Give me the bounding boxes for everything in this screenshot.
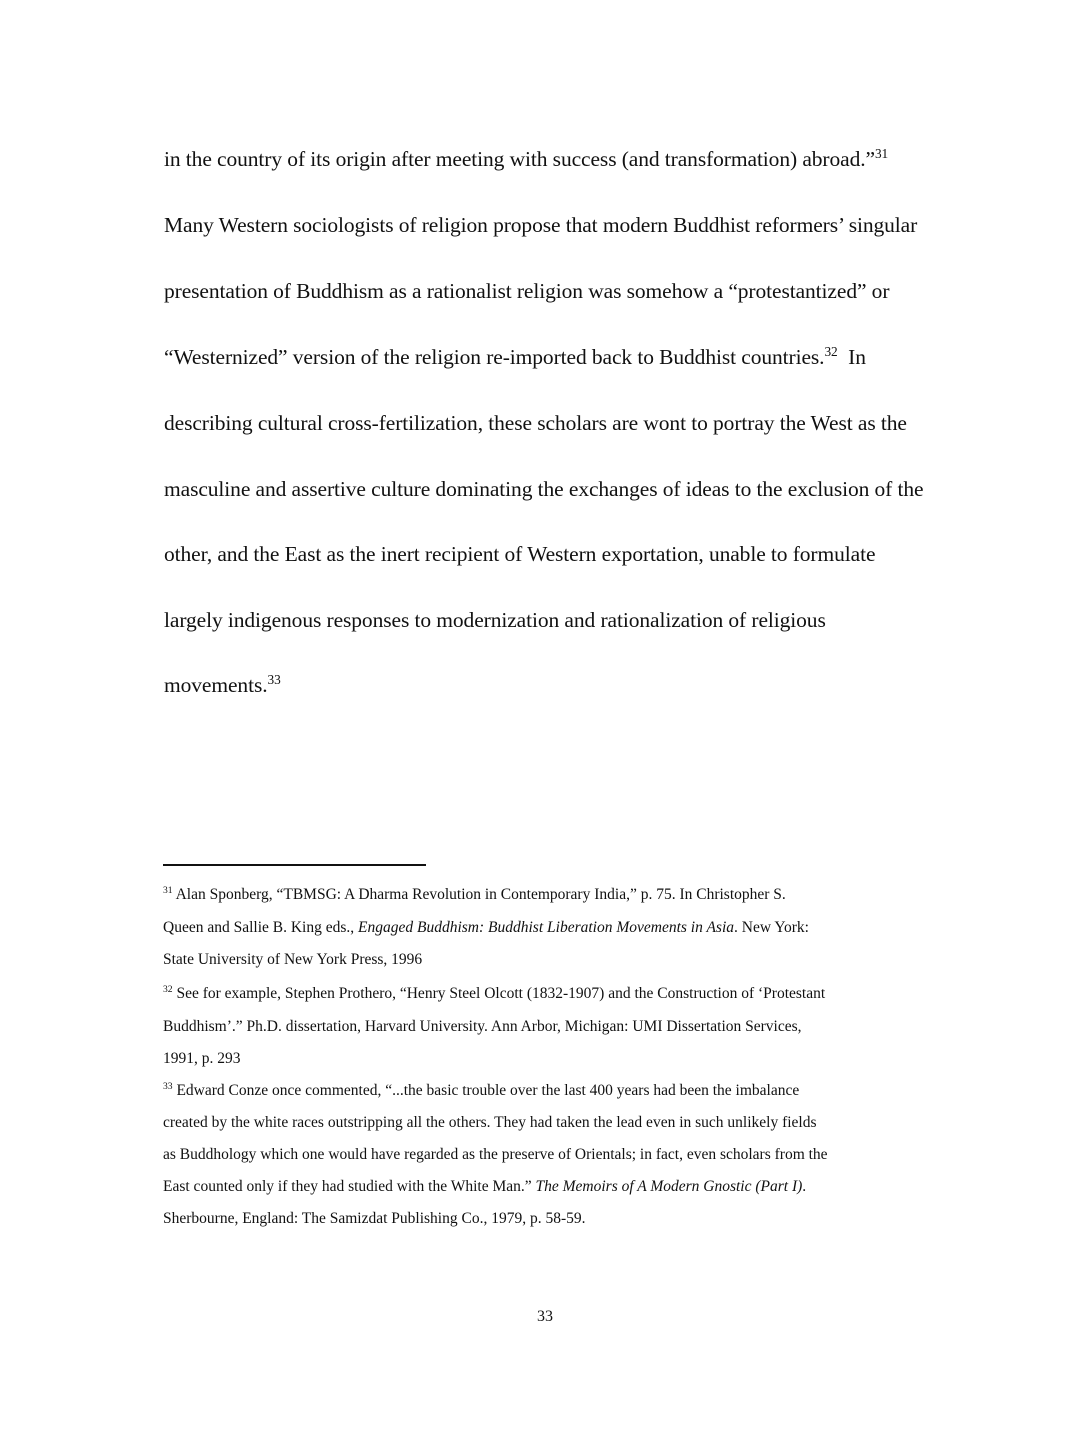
- body-line-7: other, and the East as the inert recipient of Western exportation, unable to formulate: [164, 542, 876, 566]
- footnote-ref-31[interactable]: 31: [874, 145, 889, 161]
- footnote-separator: [163, 864, 426, 866]
- book-title: The Memoirs of A Modern Gnostic (Part I): [535, 1178, 803, 1195]
- body-line-4: “Westernized” version of the religion re-imported back to Buddhist countries.$^{32}$ In: [164, 343, 866, 369]
- footnote-mark-32: 32: [163, 983, 173, 995]
- footnote-ref-33[interactable]: 33: [267, 671, 281, 687]
- page-number: 33: [537, 1308, 553, 1325]
- body-line-3: presentation of Buddhism as a rationalist religion was somehow a “protestantized” or: [164, 279, 890, 303]
- body-line-9: movements.$^{33}$: [164, 671, 281, 697]
- book-title: Engaged Buddhism: Buddhist Liberation Movements in Asia: [358, 919, 735, 936]
- footnote-ref-32[interactable]: 32: [824, 343, 838, 359]
- body-line-1: in the country of its origin after meeting with success (and transformation) abroad.”$^{31}$: [164, 145, 889, 171]
- footnote-mark-31: 31: [163, 884, 173, 896]
- footnote-mark-33: 33: [163, 1080, 173, 1092]
- body-line-2: Many Western sociologists of religion propose that modern Buddhist reformers’ singular: [164, 213, 918, 237]
- body-line-8: largely indigenous responses to modernization and rationalization of religious: [164, 608, 826, 632]
- body-line-5: describing cultural cross-fertilization, these scholars are wont to portray the West as the: [164, 411, 907, 435]
- body-line-6: masculine and assertive culture dominating the exchanges of ideas to the exclusion of the: [164, 477, 924, 501]
